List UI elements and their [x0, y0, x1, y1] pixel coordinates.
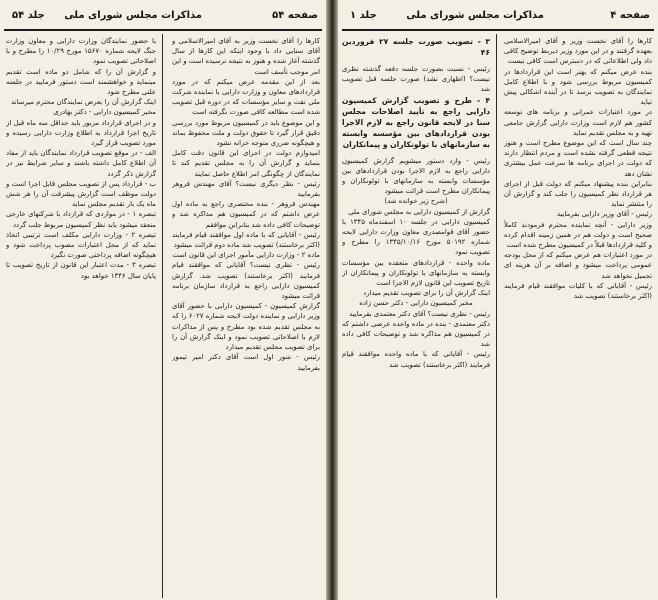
- page-title: مذاکرات مجلس شورای ملی: [406, 10, 544, 21]
- paragraph: ماده ۲ - وزارت دارایی مأمور اجرای این قانون است: [172, 251, 320, 260]
- paragraph: کارها را آقای نخست وزیر و آقای امیرالاسلامی بعهده گرفتند و در این مورد وزیر ذیربط توضیح کافی داد ولی اطلاعاتی که در دسترس است کافی نیست: [504, 37, 652, 66]
- paragraph: وزیر دارایی - آنچه نماینده محترم فرمودند کاملاً صحیح است و دولت هم در همین زمینه اقدام کرده و کلیه قراردادها قبلاً در کمیسیون مطرح شده است: [504, 220, 652, 250]
- paragraph: گزارش کمیسیون - کمیسیون دارایی با حضور آقای وزیر دارایی و نماینده دولت لایحه شماره ۶۰۲۷ را که به مجلس تقدیم شده بود مطرح و پس از مذاکرات لازم با اصلاحاتی تصویب نمود و اینک گزارش آن را برای تصویب مجلس تقدیم میدارد: [172, 302, 320, 352]
- page-number: صفحه ۴: [610, 10, 650, 21]
- text-column-right: [172, 36, 320, 598]
- text-column-right: [504, 36, 652, 598]
- column-divider: [162, 34, 163, 598]
- section-heading: ۴ - طرح و تصویب گزارش کمیسیون دارایی راجع به تأیید اصلاحات مجلس سنا در لایحه قانون راجع به لازم الاجرا بودن قراردادهای بین مؤسسه وابسته به سازمانهای با تولونکاران و پیمانکاران: [342, 95, 490, 149]
- paragraph: و در اجرای قرارداد مزبور باید حداقل سه ماه قبل از تاریخ اجرا قرارداد به اطلاع وزارت دارایی رسیده و مورد تصویب قرار گیرد: [6, 118, 156, 148]
- paragraph: تبصره ۲ - وزارت دارایی مکلف است ترتیبی اتخاذ نماید که از محل اعتبارات مصوب پرداخت شود و هیچگونه اضافه پرداختی صورت نگیرد: [6, 230, 156, 260]
- paragraph: با حضور نمایندگان وزارت دارایی و معاون وزارت جنگ لایحه شماره ۱۵۶۷۰ مورخ ۱۰/۲۹ را مطرح و با اصلاحاتی تصویب نمود: [6, 37, 156, 66]
- text-column-left: [342, 36, 490, 598]
- paragraph: رئیس - شور اول است آقای دکتر امیر تیمور بفرمایید: [172, 353, 320, 372]
- paragraph: رئیس - آقایانی که با ماده اول موافقند قیام فرمایند (اکثر برخاستند) تصویب شد ماده دوم قرائت میشود: [172, 230, 320, 250]
- paragraph: رئیس - نظر دیگری نیست؟ آقای مهندس فروهر بفرمایید: [172, 179, 320, 199]
- paragraph: رئیس - آقای وزیر دارایی بفرمایید: [556, 210, 652, 219]
- paragraph: کارها را آقای نخست وزیر به آقای امیرالاسلامی و آقای سنایی داد با وجود اینکه این کارها از سال گذشته آغاز شده و هنوز به نتیجه نرسیده است و این امر موجب تأسف است: [172, 37, 320, 76]
- paragraph: ماده واحده - قراردادهای منعقده بین مؤسسات وابسته به سازمانهای با تولونکاران و پیمانکاران از تاریخ تصویب این قانون لازم الاجرا است: [342, 258, 490, 288]
- paragraph: کمیسیون دارایی در جلسه ۱۰ اسفندماه ۱۳۴۵ با حضور آقای قوامصدری معاون وزارت دارایی لایحه شماره ۵۰۱۹۲ مورخ ۱۳۴۵/۱۰/۱۶ را مطرح و تصویب نمود: [342, 217, 490, 257]
- paragraph: رئیس - وارد دستور میشویم گزارش کمیسیون دارایی راجع به لازم الاجرا بودن قراردادهای بین مؤسسات وابسته به سازمانهای با تولونکاران و پیمانکاران مطرح است قرائت میشود: [342, 156, 490, 196]
- paragraph: اینک گزارش آن را برای تصویب تقدیم میدارد: [363, 289, 490, 298]
- page-number: صفحه ۵۴: [272, 10, 318, 21]
- paragraph: اینک گزارش آن را بعرض نمایندگان محترم میرساند: [10, 98, 156, 107]
- paragraph: مهندس فروهر - بنده مختصری راجع به ماده اول عرض داشتم که در کمیسیون هم مذاکره شد و توضیحات کافی داده شد بنابراین موافقم: [172, 200, 320, 229]
- paragraph: بنابراین بنده پیشنهاد میکنم که دولت قبل از اجرای هر قرارداد نظر کمیسیون را جلب کند و گزارش آن را منتشر نماید: [504, 179, 652, 209]
- paragraph: بعد از این مقدمه عرض میکنم که در مورد قراردادهای معاون و وزارت دارایی با نماینده شرکت ملی نفت و سایر مؤسسات که در دوره قبل تصویب شده است مطالعه کافی صورت نگرفته است: [172, 77, 320, 117]
- column-divider: [496, 34, 497, 598]
- volume-label: جلد ۵۴: [12, 10, 45, 21]
- paragraph: رئیس - آقایانی که با ماده واحده موافقند قیام فرمایند (اکثر برخاستند) تصویب شد: [342, 350, 490, 369]
- paragraph: چند سال است که این موضوع مطرح است و هنوز نتیجه قطعی گرفته نشده است و مردم انتظار دارند که دولت در اجرای برنامه ها سرعت عمل بیشتری نشان دهد: [504, 139, 652, 178]
- paragraph: ب - قرارداد پس از تصویب مجلس قابل اجرا است و دولت موظف است گزارش پیشرفت آن را هر شش ماه یک بار تقدیم مجلس نماید: [6, 179, 156, 209]
- paragraph: در مورد اعتبارات هم عرض میکنم که از محل بودجه عمومی پرداخت میشود و اضافه بر آن هزینه ای تحمیل نخواهد شد: [504, 251, 652, 280]
- header-rule: [342, 29, 654, 31]
- volume-label: جلد ۱: [350, 10, 377, 21]
- paragraph: و این موضوع باید در کمیسیون مربوط مورد بررسی دقیق قرار گیرد تا حقوق دولت و ملت محفوظ بماند و هیچگونه ضرری متوجه خزانه نشود: [172, 118, 320, 148]
- paragraph: گزارش از کمیسیون دارایی به مجلس شورای ملی: [348, 207, 490, 216]
- paragraph: و گزارش آن را که شامل دو ماده است تقدیم مینماید و خواهشمند است دستور فرمایید در جلسه علنی مطرح شود: [6, 67, 156, 97]
- paragraph: مخبر کمیسیون دارایی - دکتر بهادری: [53, 108, 156, 117]
- right-page: [338, 0, 658, 600]
- page-title: مذاکرات مجلس شورای ملی: [64, 10, 202, 21]
- paragraph: تبصره ۳ - مدت اعتبار این قانون از تاریخ تصویب تا پایان سال ۱۳۴۶ خواهد بود: [6, 261, 156, 280]
- book-binding-fold: [326, 0, 338, 600]
- left-running-head: [4, 4, 322, 30]
- paragraph: امیدوارم دولت در اجرای این قانون دقت کامل بنماید و گزارش آن را به مجلس تقدیم کند تا نمایندگان از چگونگی امر اطلاع حاصل نمایند: [172, 149, 320, 178]
- paragraph: بنده عرض میکنم که بهتر است این قراردادها در کمیسیون مربوط بررسی شود و با اطلاع کامل نمایندگان به تصویب برسد تا در آینده اشکالی پیش نیاید: [504, 67, 652, 107]
- paragraph: الف - در موقع تصویب قرارداد نمایندگان باید از مفاد آن اطلاع کامل داشته باشند و سایر شرایط نیز در گزارش ذکر گردد: [6, 149, 156, 178]
- paragraph: رئیس - نظری نیست؟ آقای دکتر معتمدی بفرمایید: [349, 309, 490, 318]
- paragraph: (شرح زیر خوانده شد): [384, 197, 448, 206]
- right-running-head: [342, 4, 654, 30]
- paragraph: رئیس - نسبت بصورت جلسه دفعه گذشته نظری نیست؟ (اظهاری نشد) صورت جلسه قبل تصویب شد: [342, 65, 490, 94]
- section-heading: ۳ - تصویب صورت جلسه ۲۷ فروردین ۴۶: [342, 37, 490, 57]
- paragraph: تبصره ۱ - در مواردی که قرارداد با شرکتهای خارجی منعقد میشود باید نظر کمیسیون مربوط جلب گردد: [6, 210, 156, 229]
- paragraph: دکتر معتمدی - بنده در ماده واحده عرضی داشتم که در کمیسیون هم مذاکره شد و توضیحات کافی داده شد: [342, 319, 490, 349]
- paragraph: مخبر کمیسیون دارایی - دکتر حسن زاده: [359, 299, 473, 308]
- paragraph: در مورد اعتبارات عمرانی و برنامه های توسعه کشور هم لازم است وزارت دارایی گزارش جامعی تهیه و به مجلس تقدیم نماید: [504, 108, 652, 137]
- left-page: [0, 0, 326, 600]
- header-rule: [4, 29, 322, 31]
- paragraph: رئیس - آقایانی که با کلیات موافقند قیام فرمایند (اکثر برخاستند) تصویب شد: [504, 281, 652, 301]
- text-column-left: [6, 36, 156, 598]
- paragraph: رئیس - نظری نیست؟ آقایانی که موافقند قیام فرمایند (اکثر برخاستند) تصویب شد. گزارش کمیسیون دارایی راجع به قرارداد سازمان برنامه قرائت میشود: [172, 261, 320, 301]
